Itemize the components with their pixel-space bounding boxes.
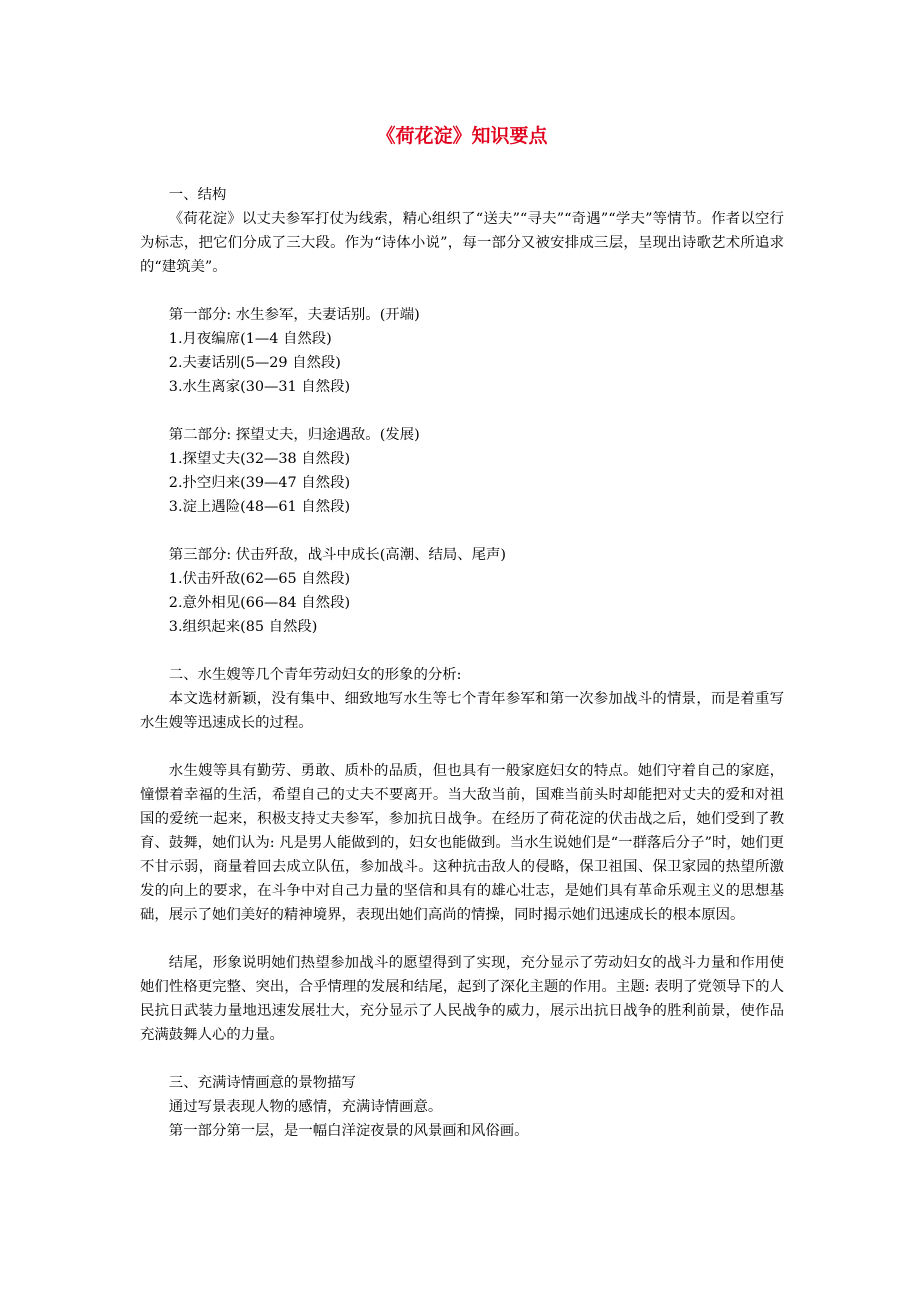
section-heading-structure: 一、结构	[168, 187, 227, 203]
part-1-item-1: 1.月夜编席(1—4 自然段)	[168, 331, 332, 347]
spacer	[140, 735, 784, 759]
document-body	[140, 183, 784, 1143]
spacer	[140, 279, 784, 303]
spacer	[140, 1047, 784, 1071]
scenery-paragraph-1: 通过写景表现人物的感情，充满诗情画意。	[168, 1099, 443, 1115]
scenery-paragraph-2: 第一部分第一层，是一幅白洋淀夜景的风景画和风俗画。	[168, 1123, 529, 1139]
section-heading-scenery: 三、充满诗情画意的景物描写	[168, 1075, 356, 1091]
structure-intro: 《荷花淀》以丈夫参军打仗为线索，精心组织了“送夫”“寻夫”“奇遇”“学夫”等情节。作者以空行为标志，把它们分成了三大段。作为“诗体小说”，每一部分又被安排成三层，呈现出诗歌艺术所追求的“建筑美”。	[140, 211, 784, 275]
part-2-item-3: 3.淀上遇险(48—61 自然段)	[168, 499, 351, 515]
part-2-item-1: 1.探望丈夫(32—38 自然段)	[168, 451, 351, 467]
characters-paragraph-1: 本文选材新颖，没有集中、细致地写水生等七个青年参军和第一次参加战斗的情景，而是着重写水生嫂等迅速成长的过程。	[140, 691, 784, 731]
document-title: 《荷花淀》知识要点	[376, 125, 548, 147]
spacer	[140, 639, 784, 663]
part-1-item-2: 2.夫妻话别(5—29 自然段)	[168, 355, 341, 371]
part-2-item-2: 2.扑空归来(39—47 自然段)	[168, 475, 351, 491]
section-heading-characters: 二、水生嫂等几个青年劳动妇女的形象的分析:	[168, 667, 462, 683]
part-1-title: 第一部分: 水生参军，夫妻话别。(开端)	[168, 307, 420, 323]
characters-paragraph-3: 结尾，形象说明她们热望参加战斗的愿望得到了实现，充分显示了劳动妇女的战斗力量和作用使她们性格更完整、突出，合乎情理的发展和结尾，起到了深化主题的作用。主题: 表明了党领导下的人民抗日武装力量地迅速发展壮大，充分显示了人民战争的威力，展示出抗日战争的胜利前景，使作品充满鼓舞人心的力量。	[140, 955, 784, 1043]
part-3-item-3: 3.组织起来(85 自然段)	[168, 619, 318, 635]
part-1-item-3: 3.水生离家(30—31 自然段)	[168, 379, 351, 395]
part-3-item-1: 1.伏击歼敌(62—65 自然段)	[168, 571, 351, 587]
part-3-title: 第三部分: 伏击歼敌，战斗中成长(高潮、结局、尾声)	[168, 547, 507, 563]
spacer	[140, 519, 784, 543]
part-3-item-2: 2.意外相见(66—84 自然段)	[168, 595, 351, 611]
spacer	[140, 399, 784, 423]
spacer	[140, 927, 784, 951]
characters-paragraph-2: 水生嫂等具有勤劳、勇敢、质朴的品质，但也具有一般家庭妇女的特点。她们守着自己的家庭，憧憬着幸福的生活，希望自己的丈夫不要离开。当大敌当前，国难当前头时却能把对丈夫的爱和对祖国的爱统一起来，积极支持丈夫参军，参加抗日战争。在经历了荷花淀的伏击战之后，她们受到了教育、鼓舞，她们认为: 凡是男人能做到的，妇女也能做到。当水生说她们是“一群落后分子”时，她们更不甘示弱，商量着回去成立队伍，参加战斗。这种抗击敌人的侵略，保卫祖国、保卫家园的热望所激发的向上的要求，在斗争中对自己力量的坚信和具有的雄心壮志，是她们具有革命乐观主义的思想基础，展示了她们美好的精神境界，表现出她们高尚的情操，同时揭示她们迅速成长的根本原因。	[140, 763, 784, 923]
part-2-title: 第二部分: 探望丈夫，归途遇敌。(发展)	[168, 427, 420, 443]
